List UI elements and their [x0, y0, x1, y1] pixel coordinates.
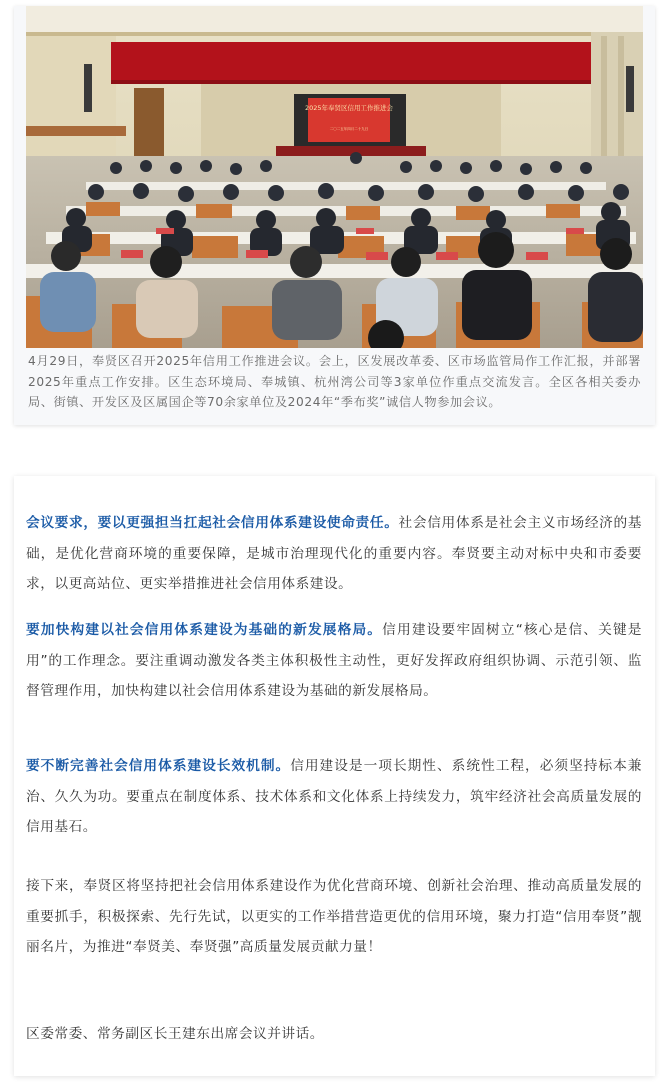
paragraph-1-body: 社会信用体系是社会主义市场经济的基础，是优化营商环境的重要保障，是城市治理现代化的重要内容。奉贤要主动对标中央和市委要求，以更高站位、更实举措推进社会信用体系建设。	[26, 515, 642, 592]
screen-subtitle: 二〇二五年四月二十九日	[329, 127, 369, 131]
paragraph-5	[26, 1019, 642, 1050]
paragraph-4	[26, 871, 642, 963]
article-body	[14, 476, 655, 1076]
photo-caption: 4月29日，奉贤区召开2025年信用工作推进会议。会上，区发展改革委、区市场监管局作工作汇报，并部署2025年重点工作安排。区生态环境局、奉城镇、杭州湾公司等3家单位作重点交流发言。全区各相关委办局、街镇、开发区及区属国企等70余家单位及2024年“季布奖”诚信人物参加会议。	[28, 354, 641, 410]
paragraph-5-body: 区委常委、常务副区长王建东出席会议并讲话。	[26, 1026, 324, 1042]
meeting-photo	[26, 6, 643, 348]
paragraph-3-body: 信用建设是一项长期性、系统性工程，必须坚持标本兼治、久久为功。要重点在制度体系、技术体系和文化体系上持续发力，筑牢经济社会高质量发展的信用基石。	[26, 758, 642, 835]
paragraph-1-lead: 会议要求，要以更强担当扛起社会信用体系建设使命责任。	[26, 515, 399, 531]
paragraph-4-body: 接下来，奉贤区将坚持把社会信用体系建设作为优化营商环境、创新社会治理、推动高质量发展的重要抓手，积极探索、先行先试，以更实的工作举措营造更优的信用环境，聚力打造“信用奉贤”靓丽名片，为推进“奉贤美、奉贤强”高质量发展贡献力量！	[26, 878, 642, 955]
paragraph-1	[26, 508, 642, 600]
paragraph-2	[26, 615, 642, 707]
paragraph-3-lead: 要不断完善社会信用体系建设长效机制。	[26, 758, 291, 774]
screen-title: 2025年奉贤区信用工作推进会	[304, 104, 394, 112]
paragraph-3	[26, 751, 642, 843]
paragraph-2-lead: 要加快构建以社会信用体系建设为基础的新发展格局。	[26, 622, 383, 638]
photo-card	[14, 6, 655, 425]
paragraph-2-body: 信用建设要牢固树立“核心是信、关键是用”的工作理念。要注重调动激发各类主体积极性主动性，更好发挥政府组织协调、示范引领、监督管理作用，加快构建以社会信用体系建设为基础的新发展格局。	[26, 622, 642, 699]
